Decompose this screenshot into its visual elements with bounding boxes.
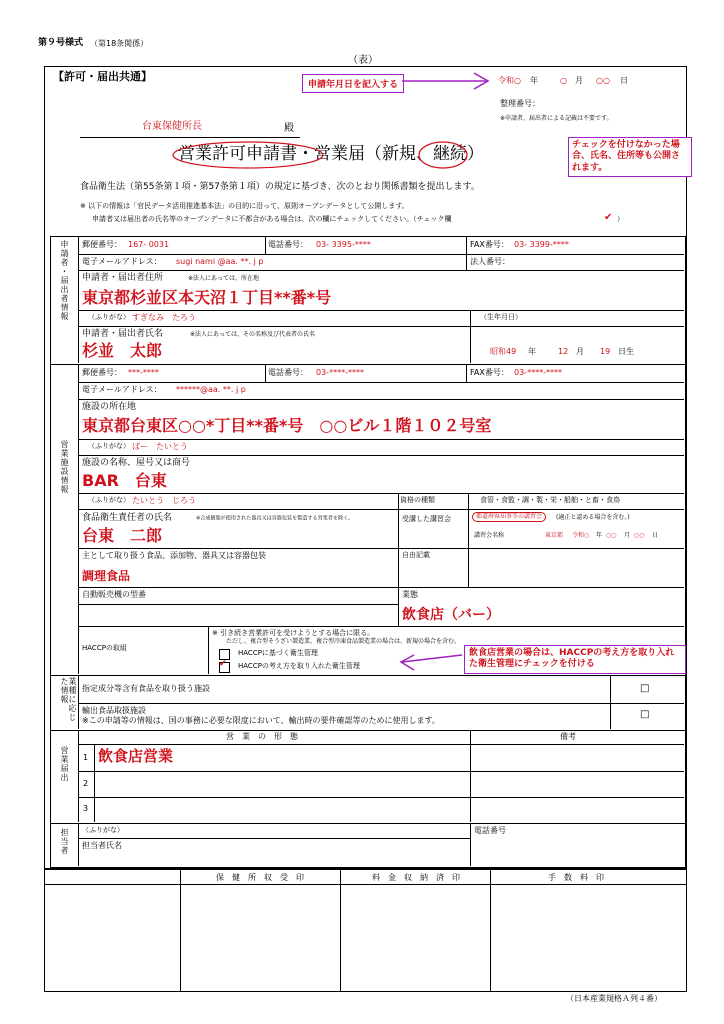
birth-m-label: 月	[576, 347, 584, 356]
course-y-label: 年	[596, 532, 603, 539]
applicant-furigana: すぎなみ たろう	[132, 313, 196, 322]
facility-postal: ***-****	[128, 368, 159, 377]
applicant-address-note: ※法人にあっては、所在地	[188, 275, 259, 282]
applicant-name[interactable]: 杉並 太郎	[82, 341, 163, 360]
course-selected[interactable]: 都道府県知事等の講習会	[472, 512, 546, 522]
industry-section-label: 業種に応じた情報	[60, 677, 77, 722]
business-row1-no: 1	[83, 753, 89, 762]
opendata-check-mark[interactable]: ✔	[604, 212, 613, 223]
footer-standard: （日本産業規格Ａ列４番）	[566, 994, 662, 1003]
intro-text: 食品衛生法（第55条第１項・第57条第１項）の規定に基づき、次のとおり関係書類を提出します。	[80, 182, 480, 192]
contact-furigana-label: （ふりがな）	[82, 826, 124, 834]
date-month: ○	[560, 76, 567, 85]
haccp-note1: ※ 引き続き営業許可を受けようとする場合に限る。	[212, 629, 375, 637]
applicant-tel: 03- 3395-****	[316, 240, 371, 249]
industry-item2-checkbox[interactable]: □	[640, 709, 650, 720]
office-col-fee-paid: 料 金 収 納 済 印	[372, 873, 460, 882]
course-d-label: 日	[652, 532, 659, 539]
contact-section-label: 担当者	[60, 828, 69, 855]
industry-item2: 輸出食品取扱施設	[82, 706, 146, 715]
manager-name[interactable]: 台東 二郎	[82, 526, 163, 545]
course-day: ○○	[634, 532, 645, 539]
applicant-email-label: 電子メールアドレス：	[82, 257, 162, 266]
course-name: 東京都	[545, 532, 564, 539]
business-row3-no: 3	[83, 804, 89, 813]
facility-address-label: 施設の所在地	[82, 402, 137, 412]
industry-item1-checkbox[interactable]: □	[640, 683, 650, 694]
industry-item1: 指定成分等含有食品を取り扱う施設	[82, 684, 210, 693]
date-year-label: 年	[530, 76, 538, 85]
birth-y-label: 年	[528, 347, 536, 356]
facility-tel: 03-****-****	[316, 368, 364, 377]
contact-tel-label: 電話番号	[474, 826, 506, 835]
birth-era: 昭和49	[490, 347, 517, 356]
course-month: ○○	[606, 532, 617, 539]
business-row2-no: 2	[83, 779, 89, 788]
title-notice: ・営業届	[297, 144, 365, 164]
birth-day: 19	[600, 347, 611, 356]
course-m-label: 月	[624, 532, 631, 539]
office-use-section	[44, 869, 687, 992]
callout-date: 申請年月日を記入する	[302, 74, 404, 93]
facility-section-label: 営業施設情報	[60, 440, 69, 494]
haccp-option2-label: HACCPの考え方を取り入れた衛生管理	[238, 662, 360, 670]
date-day-label: 日	[620, 76, 628, 85]
date-era: 令和○	[498, 76, 521, 85]
date-day: ○○	[596, 76, 610, 85]
gyotai-value[interactable]: 飲食店（バー）	[402, 607, 500, 623]
opendata-line2: 申請者又は届出者の氏名等のオープンデータに不都合がある場合は、次の欄にチェックしてください。（チェック欄	[92, 215, 452, 223]
birth-d-label: 日生	[618, 347, 634, 356]
applicant-address-label: 申請者・届出者住所	[82, 273, 164, 283]
addressee-honorific: 殿	[284, 123, 294, 134]
callout-haccp-arrow	[396, 650, 466, 674]
manager-furigana-label: （ふりがな）	[88, 496, 130, 504]
applicant-name-note: ※法人にあっては、その名称及び代表者の氏名	[190, 331, 315, 338]
callout-date-arrow	[400, 70, 495, 94]
facility-fax-label: FAX番号：	[470, 368, 509, 377]
opendata-line1: ※ 以下の情報は「官民データ活用推進基本法」の目的に沿って、原則オープンデータとして公開します。	[80, 202, 409, 210]
title-paren: （	[365, 144, 382, 164]
free-entry-label: 自由記載	[402, 551, 430, 559]
addressee-office: 台東保健所長	[142, 121, 202, 132]
applicant-email: sugi nami @aa. **. j p	[176, 257, 264, 266]
applicant-postal-label: 郵便番号：	[82, 240, 122, 249]
qualification-options: 食管・食監・調・製・栄・船舶・と畜・食鳥	[480, 496, 620, 504]
form-reference: （第18条関係）	[90, 39, 149, 48]
course-label: 受講した講習会	[402, 515, 451, 523]
haccp-label: HACCPの取組	[82, 644, 127, 652]
course-note: (適正と認める場合を含む。)	[556, 514, 630, 521]
facility-name-label: 施設の名称、屋号又は商号	[82, 458, 191, 468]
title-permit: 営業許可申請書	[178, 144, 297, 164]
business-section-label: 営業届出	[60, 746, 69, 782]
facility-furigana-label: （ふりがな）	[88, 442, 130, 450]
course-era: 令和○	[572, 532, 590, 539]
course-name-label: 講習会名称	[474, 532, 505, 539]
opendata-close: ）	[617, 215, 624, 223]
office-col-reception: 保 健 所 収 受 印	[216, 873, 304, 882]
haccp-option2-mark: ✔	[219, 659, 227, 669]
facility-address[interactable]: 東京都台東区○○*丁目**番*号 ○○ビル１階１０２号室	[82, 416, 492, 435]
section-title: 【許可・届出共通】	[53, 70, 152, 83]
form-side: （表）	[348, 55, 378, 66]
facility-name[interactable]: BAR 台東	[82, 471, 167, 490]
haccp-option1-label: HACCPに基づく衛生管理	[238, 649, 318, 657]
business-row1-value[interactable]: 飲食店営業	[98, 747, 174, 765]
facility-fax: 03-****-****	[514, 368, 562, 377]
haccp-note2: ただし、複合型そうざい製造業、複合型冷凍食品製造業の場合は、新規の場合を含む。	[226, 638, 461, 645]
applicant-fax: 03- 3399-****	[514, 240, 569, 249]
applicant-corp-label: 法人番号：	[470, 257, 510, 266]
industry-item2-note: ※この申請等の情報は、国の事務に必要な限度において、輸出時の要件確認等のために使用します。	[82, 716, 440, 725]
facility-email: ******@aa. **. j p	[176, 385, 246, 394]
applicant-tel-label: 電話番号：	[268, 240, 308, 249]
facility-email-label: 電子メールアドレス：	[82, 385, 162, 394]
vending-label: 自動販売機の型番	[82, 590, 146, 599]
applicant-name-label: 申請者・届出者氏名	[82, 329, 164, 339]
callout-opendata: チェックを付けなかった場合、氏名、住所等も公開されます。	[568, 137, 692, 177]
title-continue: 、継続）	[416, 144, 484, 164]
date-month-label: 月	[575, 76, 583, 85]
birth-month: 12	[558, 347, 569, 356]
applicant-postal: 167- 0031	[128, 240, 170, 249]
applicant-address[interactable]: 東京都杉並区本天沼１丁目**番*号	[82, 288, 332, 307]
facility-furigana: ばー たいとう	[132, 442, 188, 451]
manager-furigana: たいとう じろう	[132, 496, 196, 505]
applicant-birth-label: （生年月日）	[480, 313, 522, 321]
food-label: 主として取り扱う食品、添加物、器具又は容器包装	[82, 551, 266, 560]
title-circles	[170, 139, 370, 173]
title-new: 新規	[382, 144, 416, 164]
business-col-remarks: 備考	[560, 732, 576, 741]
business-col-form: 営 業 の 形 態	[226, 732, 298, 741]
manager-note: ※合成樹脂が使用された器具又は容器包装を製造する営業者を除く。	[196, 515, 354, 522]
manager-label: 食品衛生責任者の氏名	[82, 513, 173, 523]
facility-tel-label: 電話番号：	[268, 368, 308, 377]
gyotai-label: 業態	[402, 590, 418, 599]
form-number: 第９号様式	[38, 38, 84, 48]
office-col-fee-stamp: 手 数 料 印	[548, 873, 604, 882]
contact-section	[50, 823, 686, 868]
contact-name-label: 担当者氏名	[82, 841, 122, 850]
facility-postal-label: 郵便番号：	[82, 368, 122, 377]
seiri-label: 整理番号：	[500, 99, 540, 108]
applicant-fax-label: FAX番号：	[470, 240, 509, 249]
callout-haccp: 飲食店営業の場合は、HACCPの考え方を取り入れた衛生管理にチェックを付ける	[464, 645, 686, 674]
food-value[interactable]: 調理食品	[82, 569, 131, 583]
seiri-note: ※申請者、届出者による記載は不要です。	[500, 115, 613, 122]
qualification-label: 資格の種類	[400, 496, 435, 504]
applicant-furigana-label: （ふりがな）	[88, 313, 130, 321]
applicant-section-label: 申請者・届出者情報	[60, 240, 69, 321]
